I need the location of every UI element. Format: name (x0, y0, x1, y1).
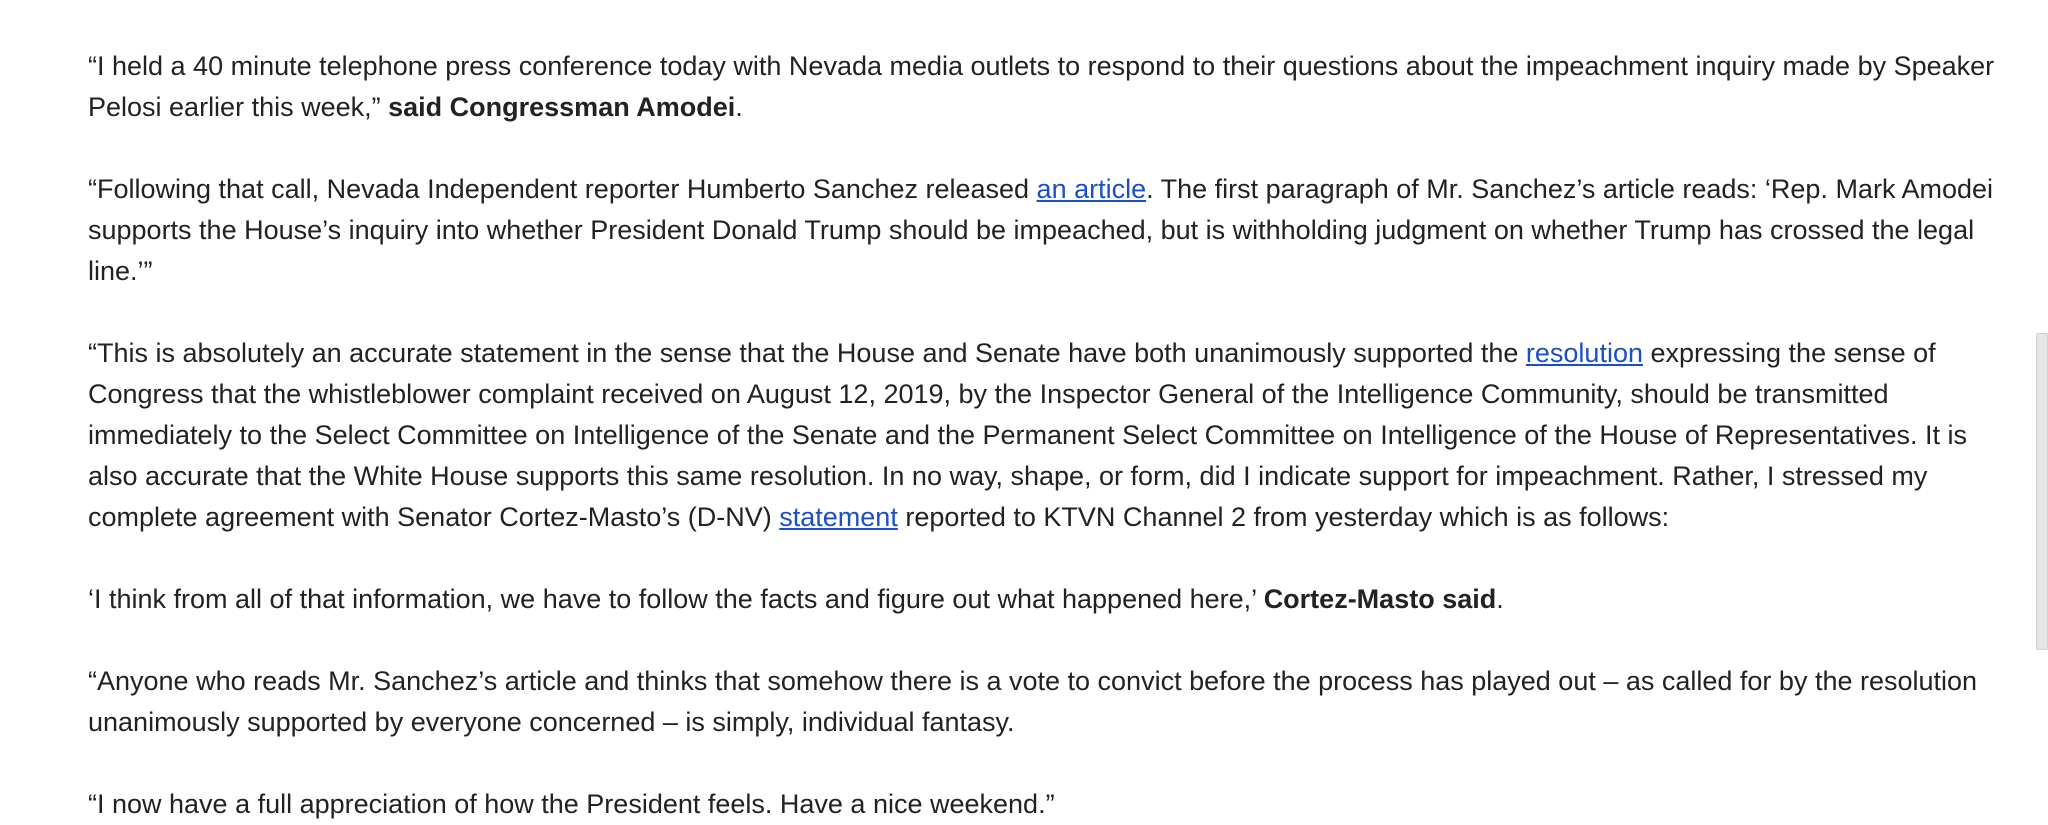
paragraph-cortez-masto-quote (88, 579, 2000, 620)
paragraph-closing (88, 784, 2000, 825)
article-body (88, 46, 2000, 825)
paragraph-press-conference (88, 46, 2000, 128)
paragraph-fantasy (88, 661, 2000, 743)
paragraph-text: ‘I think from all of that information, we have to follow the facts and figure out what happened here,’ (88, 584, 1264, 614)
an-article-link[interactable]: an article (1036, 174, 1147, 204)
paragraph-text: expressing the sense of Congress that the whistleblower complaint received on August 12, 2019, by the Inspector General of the Intelligence Community, should be transmitted immediately to the Select Committee on Intelligence of the Senate and the Permanent Select Committee on Intelligence of the House of Representatives. It is also accurate that the White House supports this same resolution. In no way, shape, or form, did I indicate support for impeachment. Rather, I stressed my complete agreement with Senator Cortez-Masto’s (D-NV) (88, 338, 1968, 532)
speaker-attribution: Cortez-Masto said (1263, 584, 1497, 614)
paragraph-text: reported to KTVN Channel 2 from yesterday which is as follows: (897, 502, 1670, 532)
punctuation: . (1496, 584, 1504, 614)
scrollbar-thumb[interactable] (2036, 333, 2048, 650)
statement-link[interactable]: statement (779, 502, 898, 532)
punctuation: . (735, 92, 743, 122)
paragraph-text: “Following that call, Nevada Independent reporter Humberto Sanchez released (88, 174, 1037, 204)
paragraph-text: . The first paragraph of Mr. Sanchez’s article reads: ‘Rep. Mark Amodei supports the House’s inquiry into whether President Donald Trump should be impeached, but is withholding judgment on whether Trump has crossed the legal line.’” (88, 174, 1993, 286)
paragraph-text: “I now have a full appreciation of how the President feels. Have a nice weekend.” (88, 789, 1055, 819)
paragraph-text: “I held a 40 minute telephone press conference today with Nevada media outlets to respond to their questions about the impeachment inquiry made by Speaker Pelosi earlier this week,” (88, 51, 1995, 122)
resolution-link[interactable]: resolution (1525, 338, 1643, 368)
paragraph-resolution (88, 333, 2000, 538)
speaker-attribution: said Congressman Amodei (388, 92, 736, 122)
paragraph-article-reference (88, 169, 2000, 292)
paragraph-text: “This is absolutely an accurate statement in the sense that the House and Senate have both unanimously supported the (88, 338, 1526, 368)
paragraph-text: “Anyone who reads Mr. Sanchez’s article and thinks that somehow there is a vote to convict before the process has played out – as called for by the resolution unanimously supported by everyone concerned – is simply, individual fantasy. (88, 666, 1978, 737)
